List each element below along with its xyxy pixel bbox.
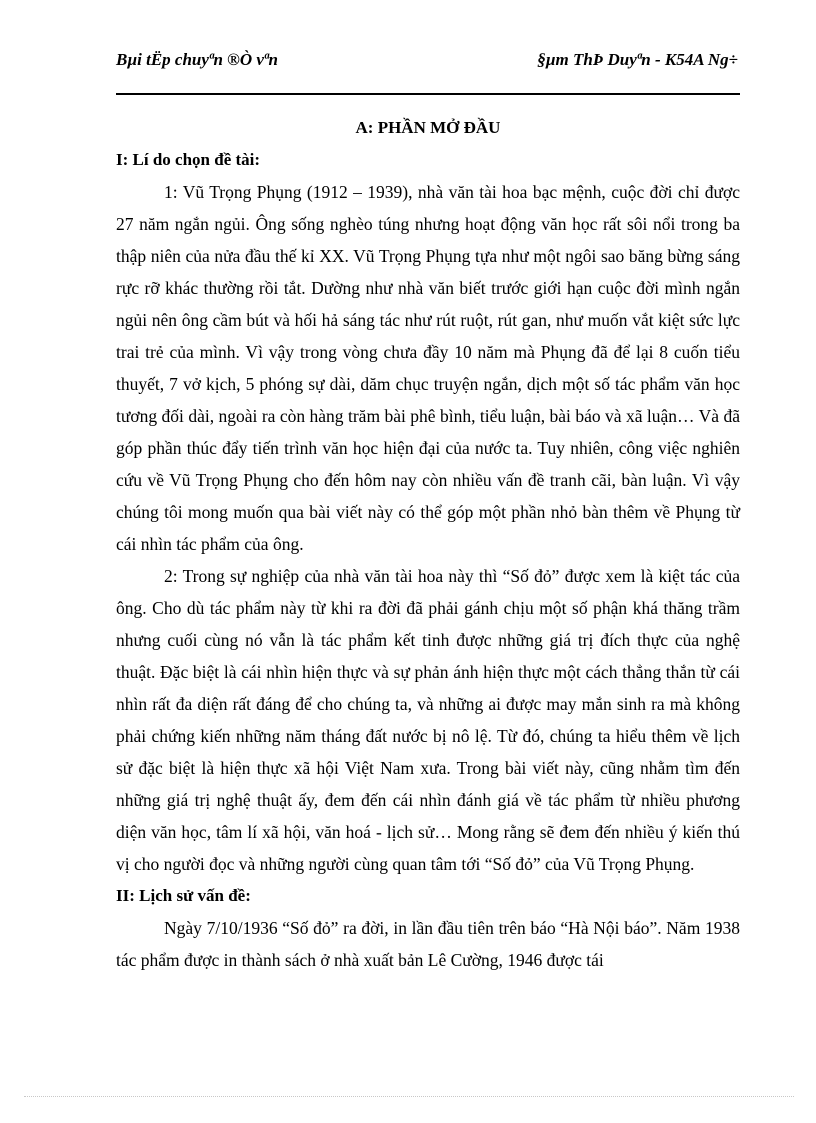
paragraph-3: Ngày 7/10/1936 “Số đỏ” ra đời, in lần đầu tiên trên báo “Hà Nội báo”. Năm 1938 tác phẩm được in thành sách ở nhà xuất bản Lê Cường, 1946 được tái (116, 918, 740, 970)
section-heading-1: I: Lí do chọn đề tài: (116, 150, 261, 169)
document-body (116, 112, 740, 976)
header-left-text: Bµi tËp chuyªn ®Ò vªn (116, 50, 278, 69)
paragraph-1: 1: Vũ Trọng Phụng (1912 – 1939), nhà văn tài hoa bạc mệnh, cuộc đời chỉ được 27 năm ngắn ngủi. Ông sống nghèo túng nhưng hoạt động văn học rất sôi nổi trong ba thập niên của nửa đầu thế kỉ XX. Vũ Trọng Phụng tựa như một ngôi sao băng bừng sáng rực rỡ khác thường rồi tắt. Dường như nhà văn biết trước giới hạn cuộc đời mình ngắn ngủi nên ông cầm bút và hối hả sáng tác như rút ruột, rút gan, như muốn vắt kiệt sức lực trai trẻ của mình. Vì vậy trong vòng chưa đầy 10 năm mà Phụng đã để lại 8 cuốn tiểu thuyết, 7 vở kịch, 5 phóng sự dài, dăm chục truyện ngắn, dịch một số tác phẩm văn học tương đối dài, ngoài ra còn hàng trăm bài phê bình, tiểu luận, bài báo và xã luận… Và đã góp phần thúc đẩy tiến trình văn học hiện đại của nước ta. Tuy nhiên, công việc nghiên cứu về Vũ Trọng Phụng cho đến hôm nay còn nhiều vấn đề tranh cãi, bàn luận. Vì vậy chúng tôi mong muốn qua bài viết này có thể góp một phần nhỏ bàn thêm về Phụng từ cái nhìn tác phẩm của ông. (116, 182, 740, 554)
header-divider (116, 93, 740, 95)
header-right-text: §µm ThÞ Duyªn - K54A Ng÷ (537, 50, 738, 69)
part-title: A: PHẦN MỞ ĐẦU (355, 118, 501, 137)
section-heading-2: II: Lịch sử vấn đề: (116, 886, 251, 905)
paragraph-2: 2: Trong sự nghiệp của nhà văn tài hoa này thì “Số đỏ” được xem là kiệt tác của ông. Cho dù tác phẩm này từ khi ra đời đã phải gánh chịu một số phận khá thăng trầm nhưng cuối cùng nó vẫn là tác phẩm kết tinh được những giá trị đích thực của nghệ thuật. Đặc biệt là cái nhìn hiện thực và sự phản ánh hiện thực một cách thẳng thắn từ cái nhìn rất đa diện rất đáng để cho chúng ta, và những ai được may mắn sinh ra mà không phải chứng kiến những năm tháng đất nước bị nô lệ. Từ đó, chúng ta hiểu thêm về lịch sử đặc biệt là hiện thực xã hội Việt Nam xưa. Trong bài viết này, cũng nhằm tìm đến những giá trị nghệ thuật ấy, đem đến cái nhìn đánh giá về tác phẩm từ nhiều phương diện văn học, tâm lí xã hội, văn hoá - lịch sử… Mong rằng sẽ đem đến nhiều ý kiến thú vị cho người đọc và những người cùng quan tâm tới “Số đỏ” của Vũ Trọng Phụng. (116, 566, 740, 874)
page-bottom-divider (24, 1096, 794, 1097)
